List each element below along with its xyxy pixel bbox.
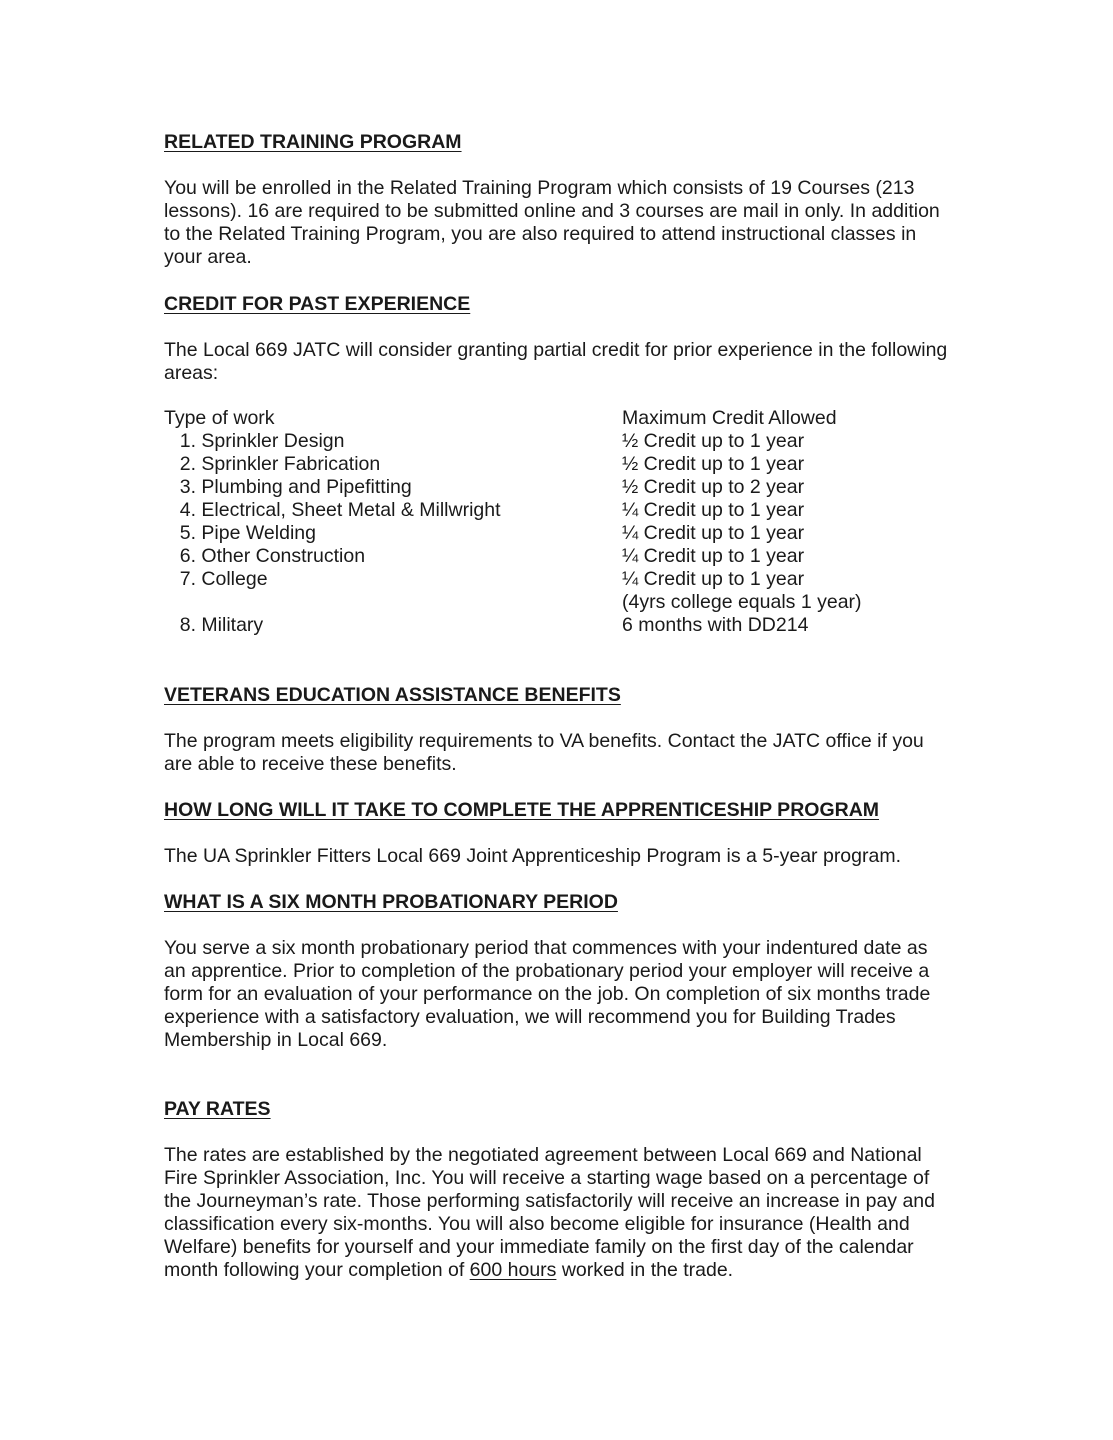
text-line: experience with a satisfactory evaluation, we will recommend you for Building Trades xyxy=(164,1006,896,1029)
row-work-type: Pipe Welding xyxy=(201,522,316,544)
row-work-type: College xyxy=(201,568,268,590)
credit-table-row xyxy=(164,430,924,453)
row-credit: ¼ Credit up to 1 year xyxy=(622,568,805,590)
row-credit: ½ Credit up to 1 year xyxy=(622,430,805,452)
text-line: your area. xyxy=(164,246,252,269)
text-line: classification every six-months. You will also become eligible for insurance (Health and xyxy=(164,1213,910,1236)
credit-table-row xyxy=(164,545,924,568)
paragraph-probationary-period xyxy=(164,937,994,1052)
row-credit: ½ Credit up to 2 year xyxy=(622,476,805,498)
heading-probationary-period: WHAT IS A SIX MONTH PROBATIONARY PERIOD xyxy=(164,891,618,913)
credit-table-row xyxy=(164,499,924,522)
heading-credit-past-experience: CREDIT FOR PAST EXPERIENCE xyxy=(164,293,471,315)
text-line: You will be enrolled in the Related Training Program which consists of 19 Courses (213 xyxy=(164,177,915,199)
paragraph-how-long xyxy=(164,845,994,868)
header-maximum-credit: Maximum Credit Allowed xyxy=(622,407,837,429)
row-work-type: Sprinkler Fabrication xyxy=(201,453,381,475)
credit-table-row xyxy=(164,522,924,545)
text-line: The rates are established by the negotiated agreement between Local 669 and National xyxy=(164,1144,922,1166)
paragraph-veterans-benefits xyxy=(164,730,994,776)
row-credit: ¼ Credit up to 1 year xyxy=(622,522,805,544)
row-number: 4. xyxy=(179,499,196,521)
heading-how-long: HOW LONG WILL IT TAKE TO COMPLETE THE APPRENTICESHIP PROGRAM xyxy=(164,799,880,821)
row-number: 7. xyxy=(179,568,196,590)
credit-table-header xyxy=(164,407,924,430)
row-number: 8. xyxy=(179,614,196,636)
row-credit: 6 months with DD214 xyxy=(622,614,809,636)
text-line: Fire Sprinkler Association, Inc. You will receive a starting wage based on a percentage of xyxy=(164,1167,930,1190)
row-number: 1. xyxy=(179,430,196,452)
underlined-hours: 600 hours xyxy=(469,1259,557,1282)
text-line: are able to receive these benefits. xyxy=(164,753,457,776)
paragraph-credit-past-experience xyxy=(164,339,994,385)
row-number: 6. xyxy=(179,545,196,567)
text-line: The program meets eligibility requirements to VA benefits. Contact the JATC office if you xyxy=(164,730,924,752)
credit-table-row xyxy=(164,453,924,476)
header-type-of-work: Type of work xyxy=(164,407,275,429)
text-line: to the Related Training Program, you are also required to attend instructional classes in xyxy=(164,223,917,246)
text-line: The Local 669 JATC will consider granting partial credit for prior experience in the following xyxy=(164,339,948,361)
text-segment: month following your completion of xyxy=(164,1259,470,1282)
row-work-type: Plumbing and Pipefitting xyxy=(201,476,412,498)
row-number: 3. xyxy=(179,476,196,498)
row-work-type: Sprinkler Design xyxy=(201,430,345,452)
credit-table-row xyxy=(164,614,924,637)
credit-table-row xyxy=(164,476,924,499)
credit-table-row-note xyxy=(164,591,924,614)
text-line: areas: xyxy=(164,362,219,385)
text-line: an apprentice. Prior to completion of the probationary period your employer will receive a xyxy=(164,960,930,983)
credit-table-row xyxy=(164,568,924,591)
row-work-type: Electrical, Sheet Metal & Millwright xyxy=(201,499,501,521)
row-credit: ¼ Credit up to 1 year xyxy=(622,499,805,521)
row-credit: ½ Credit up to 1 year xyxy=(622,453,805,475)
text-line: The UA Sprinkler Fitters Local 669 Joint Apprenticeship Program is a 5-year program. xyxy=(164,845,902,867)
heading-veterans-benefits: VETERANS EDUCATION ASSISTANCE BENEFITS xyxy=(164,684,621,706)
paragraph-related-training xyxy=(164,177,994,269)
text-line xyxy=(164,1259,994,1282)
text-line: Membership in Local 669. xyxy=(164,1029,388,1052)
text-line: form for an evaluation of your performance on the job. On completion of six months trade xyxy=(164,983,931,1006)
row-work-type: Military xyxy=(201,614,264,636)
text-line: Welfare) benefits for yourself and your immediate family on the first day of the calendar xyxy=(164,1236,914,1259)
row-number: 2. xyxy=(179,453,196,475)
text-segment: worked in the trade. xyxy=(556,1259,734,1282)
row-work-type: Other Construction xyxy=(201,545,366,567)
row-credit: ¼ Credit up to 1 year xyxy=(622,545,805,567)
text-line: You serve a six month probationary period that commences with your indentured date as xyxy=(164,937,928,959)
row-credit-note: (4yrs college equals 1 year) xyxy=(622,591,862,613)
paragraph-pay-rates xyxy=(164,1144,994,1283)
heading-related-training: RELATED TRAINING PROGRAM xyxy=(164,131,462,153)
text-line: the Journeyman’s rate. Those performing satisfactorily will receive an increase in pay and xyxy=(164,1190,935,1213)
row-number: 5. xyxy=(179,522,196,544)
text-line: lessons). 16 are required to be submitted online and 3 courses are mail in only. In addition xyxy=(164,200,940,223)
heading-pay-rates: PAY RATES xyxy=(164,1098,271,1120)
